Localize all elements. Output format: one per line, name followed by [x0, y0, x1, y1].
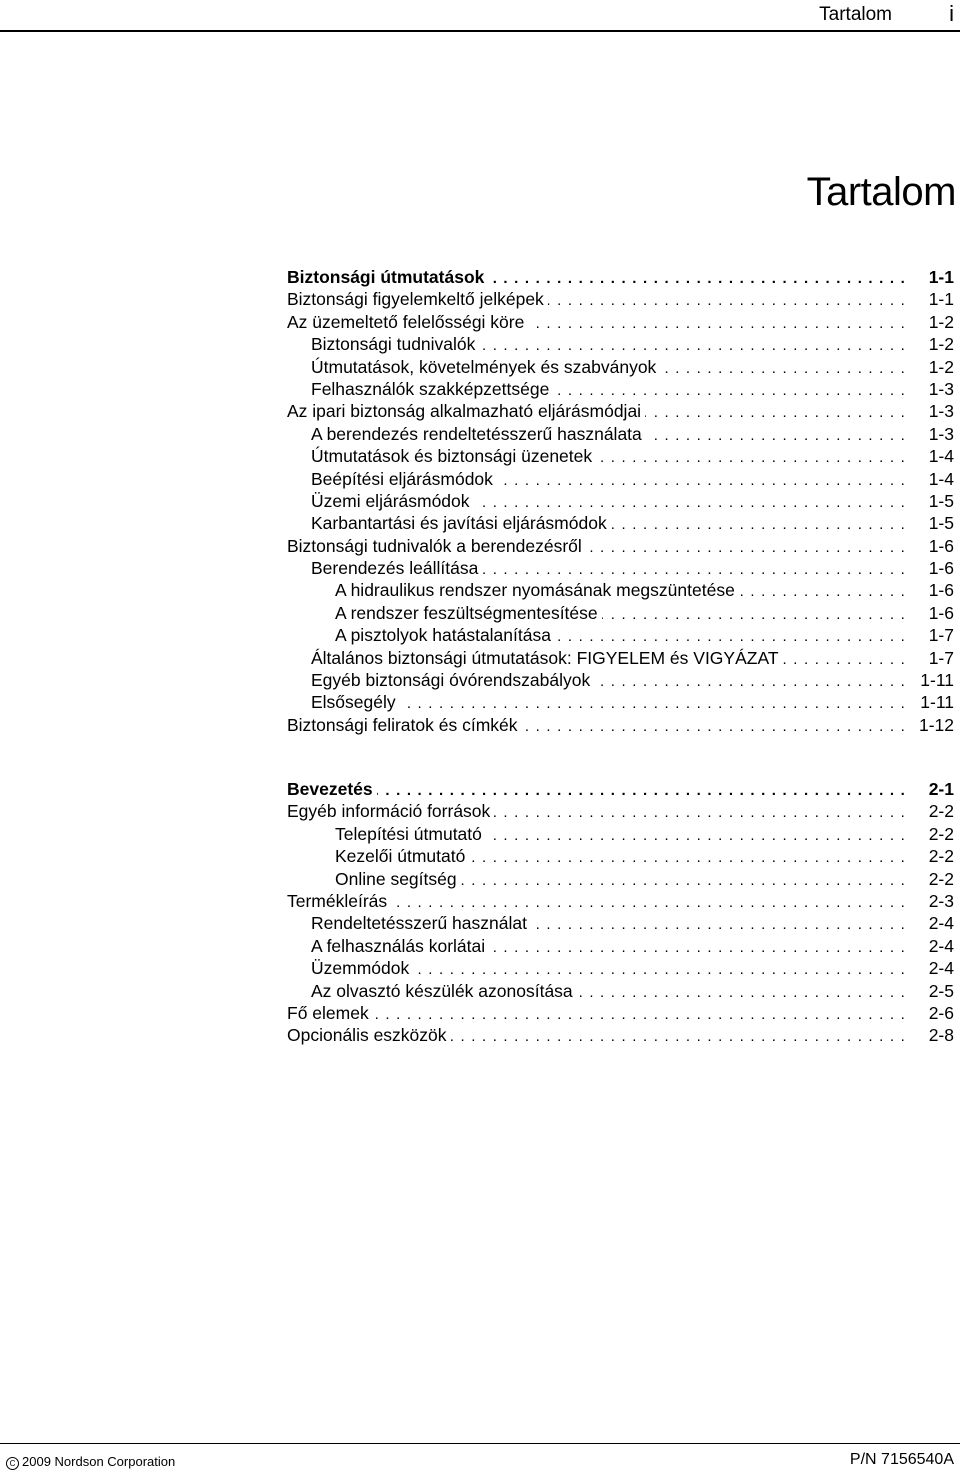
toc-leader-dots	[528, 313, 906, 335]
toc-entry-page: 1-6	[928, 602, 954, 623]
toc-entry[interactable]	[287, 423, 954, 445]
toc-entry[interactable]	[287, 778, 954, 800]
header-divider	[0, 30, 960, 32]
toc-entry-page: 1-7	[928, 647, 954, 668]
toc-leader-dots	[739, 581, 906, 603]
toc-entry-label: Egyéb információ források	[287, 801, 491, 822]
toc-entry-label: Biztonsági útmutatások	[287, 267, 485, 287]
toc-entry-page: 2-2	[928, 801, 954, 822]
toc-entry-label: Biztonsági feliratok és címkék	[287, 714, 518, 735]
toc-entry-page: 1-5	[928, 490, 954, 511]
toc-leader-dots	[555, 626, 906, 648]
toc-entry-label: A rendszer feszültségmentesítése	[335, 602, 598, 623]
toc-entry[interactable]	[287, 266, 954, 288]
header-page-number: i	[949, 1, 954, 26]
toc-entry-page: 1-3	[928, 423, 954, 444]
toc-entry[interactable]	[287, 311, 954, 333]
toc-entry[interactable]	[287, 800, 954, 822]
toc-entry-page: 2-3	[928, 890, 954, 911]
toc-entry-page: 1-6	[928, 558, 954, 579]
toc-entry[interactable]	[287, 714, 954, 736]
toc-entry-page: 2-2	[928, 868, 954, 889]
toc-entry[interactable]	[287, 669, 954, 691]
toc-entry-page: 2-5	[928, 980, 954, 1001]
toc-leader-dots	[377, 780, 906, 802]
toc-leader-dots	[488, 268, 906, 290]
toc-entry[interactable]	[287, 647, 954, 669]
toc-entry-label: Termékleírás	[287, 890, 388, 911]
toc-leader-dots	[645, 402, 906, 424]
toc-entry[interactable]	[287, 1002, 954, 1024]
toc-entry-page: 2-4	[928, 958, 954, 979]
toc-entry-label: Útmutatások és biztonsági üzenetek	[311, 446, 593, 467]
toc-entry-page: 2-1	[928, 779, 954, 799]
toc-entry-page: 1-6	[928, 580, 954, 601]
toc-entry[interactable]	[287, 845, 954, 867]
toc-leader-dots	[482, 559, 906, 581]
toc-leader-dots	[479, 335, 906, 357]
toc-entry[interactable]	[287, 288, 954, 310]
toc-entry-label: Üzemi eljárásmódok	[311, 490, 470, 511]
toc-entry-label: Berendezés leállítása	[311, 558, 479, 579]
toc-entry-page: 1-3	[928, 401, 954, 422]
toc-leader-dots	[596, 447, 906, 469]
toc-entry-label: A felhasználás korlátai	[311, 935, 486, 956]
toc-entry-label: Bevezetés	[287, 779, 373, 799]
toc-entry-label: Opcionális eszközök	[287, 1025, 447, 1046]
toc-entry-label: Az ipari biztonság alkalmazható eljárásmódjai	[287, 401, 642, 422]
toc-leader-dots	[489, 937, 906, 959]
toc-leader-dots	[548, 290, 906, 312]
toc-leader-dots	[469, 847, 906, 869]
toc-entry[interactable]	[287, 691, 954, 713]
toc-entry[interactable]	[287, 579, 954, 601]
toc-leader-dots	[602, 604, 906, 626]
toc-entry[interactable]	[287, 378, 954, 400]
toc-entry[interactable]	[287, 445, 954, 467]
toc-entry-label: Kezelői útmutató	[335, 846, 466, 867]
toc-entry[interactable]	[287, 333, 954, 355]
toc-entry-page: 1-2	[928, 311, 954, 332]
toc-leader-dots	[413, 959, 906, 981]
toc-entry[interactable]	[287, 957, 954, 979]
toc-entry[interactable]	[287, 890, 954, 912]
header-section-title: Tartalom	[819, 4, 892, 25]
toc-entry-page: 1-7	[928, 625, 954, 646]
toc-entry-label: A pisztolyok hatástalanítása	[335, 625, 551, 646]
toc-leader-dots	[660, 358, 906, 380]
toc-leader-dots	[586, 537, 906, 559]
toc-entry-label: Beépítési eljárásmódok	[311, 468, 493, 489]
toc-leader-dots	[531, 914, 906, 936]
toc-entry[interactable]	[287, 868, 954, 890]
toc-leader-dots	[553, 380, 906, 402]
toc-entry-label: A berendezés rendeltetésszerű használata	[311, 423, 642, 444]
footer-part-number: P/N 7156540A	[849, 1451, 954, 1468]
toc-entry-page: 1-1	[928, 267, 954, 287]
toc-entry-label: Általános biztonsági útmutatások: FIGYELEM és VIGYÁZAT	[311, 647, 779, 668]
toc-entry-page: 1-11	[920, 670, 954, 691]
toc-entry-label: Rendeltetésszerű használat	[311, 913, 527, 934]
toc-entry-label: Az üzemeltető felelősségi köre	[287, 311, 525, 332]
toc-entry-label: Egyéb biztonsági óvórendszabályok	[311, 670, 591, 691]
toc-entry-page: 2-4	[928, 913, 954, 934]
toc-entry-label: Online segítség	[335, 868, 457, 889]
toc-entry-page: 1-4	[928, 468, 954, 489]
footer-copyright-text: 2009 Nordson Corporation	[22, 1454, 176, 1469]
toc-entry-page: 1-1	[928, 289, 954, 310]
toc-entry[interactable]	[287, 935, 954, 957]
toc-entry-page: 1-12	[918, 714, 954, 735]
toc-entry[interactable]	[287, 1024, 954, 1046]
toc-entry-label: Elsősegély	[311, 692, 396, 713]
toc-entry[interactable]	[287, 468, 954, 490]
toc-entry-label: Üzemmódok	[311, 958, 410, 979]
toc-leader-dots	[646, 425, 906, 447]
toc-entry-page: 1-2	[928, 356, 954, 377]
toc-entry-label: Telepítési útmutató	[335, 823, 482, 844]
toc-entry-label: A hidraulikus rendszer nyomásának megszüntetése	[335, 580, 735, 601]
toc-leader-dots	[474, 492, 906, 514]
toc-leader-dots	[451, 1026, 906, 1048]
toc-entry-page: 1-4	[928, 446, 954, 467]
copyright-icon: C	[6, 1457, 19, 1470]
toc-leader-dots	[486, 825, 906, 847]
toc-section-introduction	[287, 778, 954, 1047]
toc-leader-dots	[577, 982, 906, 1004]
toc-leader-dots	[400, 693, 906, 715]
toc-entry-page: 2-2	[928, 846, 954, 867]
toc-entry-label: Útmutatások, követelmények és szabványok	[311, 356, 657, 377]
footer-copyright	[6, 1454, 175, 1470]
toc-entry-page: 2-6	[928, 1002, 954, 1023]
toc-entry-label: Felhasználók szakképzettsége	[311, 378, 550, 399]
toc-leader-dots	[497, 470, 906, 492]
toc-leader-dots	[494, 802, 906, 824]
toc-leader-dots	[783, 649, 906, 671]
toc-leader-dots	[373, 1004, 906, 1026]
toc-leader-dots	[611, 514, 906, 536]
toc-entry-label: Fő elemek	[287, 1002, 369, 1023]
toc-entry-label: Biztonsági tudnivalók a berendezésről	[287, 535, 582, 556]
toc-entry-page: 2-4	[928, 935, 954, 956]
toc-entry-page: 1-2	[928, 334, 954, 355]
toc-entry[interactable]	[287, 400, 954, 422]
toc-entry-page: 1-11	[920, 692, 954, 713]
toc-entry[interactable]	[287, 490, 954, 512]
toc-entry[interactable]	[287, 912, 954, 934]
toc-entry-page: 1-6	[928, 535, 954, 556]
toc-entry[interactable]	[287, 535, 954, 557]
toc-leader-dots	[522, 716, 906, 738]
toc-entry-label: Az olvasztó készülék azonosítása	[311, 980, 573, 1001]
toc-leader-dots	[594, 671, 906, 693]
toc-entry[interactable]	[287, 356, 954, 378]
toc-entry[interactable]	[287, 624, 954, 646]
toc-section-safety	[287, 266, 954, 736]
toc-entry[interactable]	[287, 823, 954, 845]
footer-divider	[0, 1443, 960, 1444]
toc-entry-label: Karbantartási és javítási eljárásmódok	[311, 513, 607, 534]
toc-leader-dots	[461, 870, 906, 892]
toc-entry-page: 1-3	[928, 378, 954, 399]
toc-entry[interactable]	[287, 602, 954, 624]
toc-entry-page: 1-5	[928, 513, 954, 534]
toc-entry-page: 2-2	[928, 823, 954, 844]
toc-entry-label: Biztonsági figyelemkeltő jelképek	[287, 289, 544, 310]
page-title: Tartalom	[806, 170, 956, 214]
toc-entry-page: 2-8	[928, 1025, 954, 1046]
toc-leader-dots	[391, 892, 906, 914]
toc-entry[interactable]	[287, 980, 954, 1002]
toc-entry[interactable]	[287, 557, 954, 579]
toc-entry[interactable]	[287, 512, 954, 534]
toc-entry-label: Biztonsági tudnivalók	[311, 334, 476, 355]
